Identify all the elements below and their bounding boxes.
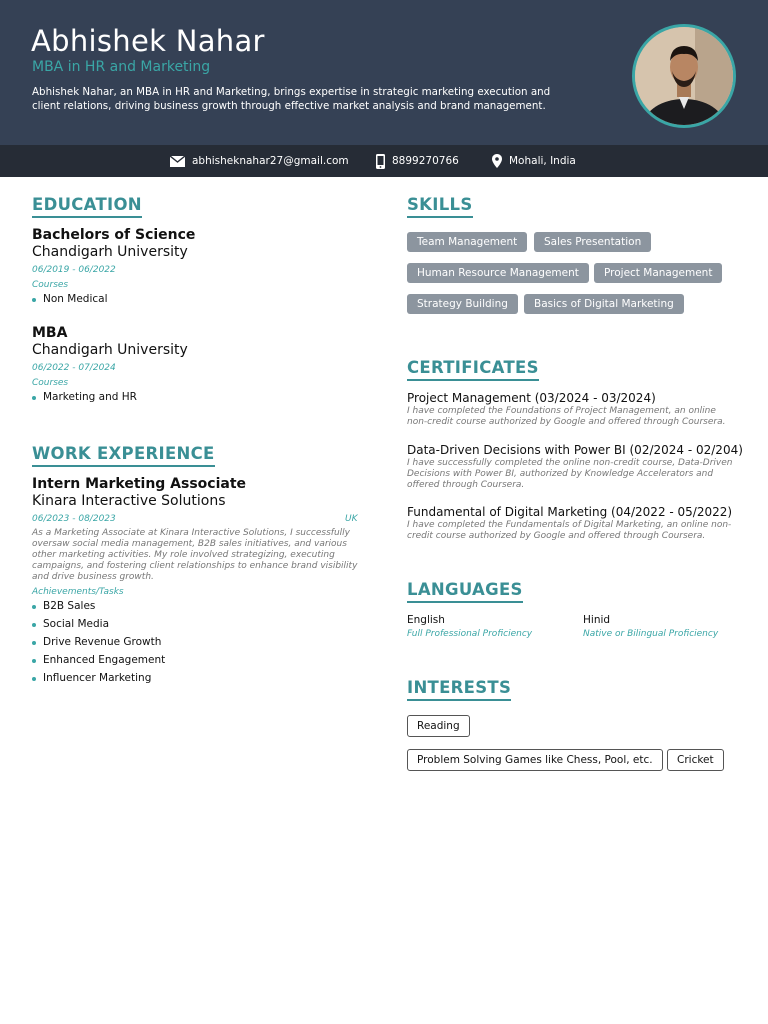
task-item: Influencer Marketing xyxy=(32,672,151,684)
skill-tag: Team Management xyxy=(407,232,527,252)
task-item: Drive Revenue Growth xyxy=(32,636,161,648)
job-company: Kinara Interactive Solutions xyxy=(32,493,226,509)
certificate-name: Project Management (03/2024 - 03/2024) xyxy=(407,391,656,405)
education-heading: EDUCATION xyxy=(32,195,142,218)
tasks-label: Achievements/Tasks xyxy=(32,587,124,597)
language-level: Full Professional Proficiency xyxy=(407,629,533,639)
education-dates: 06/2019 - 06/2022 xyxy=(32,265,116,275)
education-school: Chandigarh University xyxy=(32,342,188,358)
skill-tag: Strategy Building xyxy=(407,294,518,314)
phone-text: 8899270766 xyxy=(392,155,459,167)
work-experience-heading: WORK EXPERIENCE xyxy=(32,444,215,467)
language-name: English xyxy=(407,614,445,626)
header xyxy=(0,0,768,145)
job-position: Intern Marketing Associate xyxy=(32,476,247,492)
profile-summary: Abhishek Nahar, an MBA in HR and Marketing, brings expertise in strategic marketing execution and client relations, driving business growth through effective market analysis and brand management. xyxy=(32,86,551,112)
skill-tag: Human Resource Management xyxy=(407,263,589,283)
interest-tag: Reading xyxy=(407,715,470,737)
task-item: Social Media xyxy=(32,618,109,630)
courses-label: Courses xyxy=(32,378,69,388)
education-school: Chandigarh University xyxy=(32,244,188,260)
skill-tag: Basics of Digital Marketing xyxy=(524,294,684,314)
phone-icon xyxy=(376,154,385,169)
education-degree: MBA xyxy=(32,325,68,341)
job-description: As a Marketing Associate at Kinara Interactive Solutions, I successfully oversaw social media management, B2B sales initiatives, and various other marketing activities. My role involved strategizing, executing campaigns, and fostering client relationships to enhance brand visibility and drive business growth. xyxy=(32,528,358,582)
interest-tag: Problem Solving Games like Chess, Pool, etc. xyxy=(407,749,663,771)
certificate-description: I have completed the Foundations of Project Management, an online non-credit course authorized by Google and offered through Coursera. xyxy=(407,406,726,427)
certificate-name: Fundamental of Digital Marketing (04/2022 - 05/2022) xyxy=(407,505,733,519)
job-dates: 06/2023 - 08/2023 xyxy=(32,514,116,524)
job-location: UK xyxy=(345,514,358,524)
envelope-icon xyxy=(170,156,185,167)
skill-tag: Sales Presentation xyxy=(534,232,651,252)
task-item: B2B Sales xyxy=(32,600,95,612)
course-item: Non Medical xyxy=(32,293,108,305)
contact-phone[interactable] xyxy=(376,145,459,177)
task-item: Enhanced Engagement xyxy=(32,654,165,666)
skills-heading: SKILLS xyxy=(407,195,473,218)
certificate-description: I have completed the Fundamentals of Digital Marketing, an online non-credit course authorized by Google and offered through Coursera. xyxy=(407,520,732,541)
interest-tag: Cricket xyxy=(667,749,724,771)
languages-heading: LANGUAGES xyxy=(407,580,523,603)
profile-photo xyxy=(632,24,736,128)
candidate-name: Abhishek Nahar xyxy=(31,24,265,58)
certificate-name: Data-Driven Decisions with Power BI (02/2024 - 02/204) xyxy=(407,443,743,457)
location-pin-icon xyxy=(492,154,502,168)
language-name: Hinid xyxy=(583,614,611,626)
contact-location xyxy=(492,145,576,177)
language-level: Native or Bilingual Proficiency xyxy=(583,629,719,639)
location-text: Mohali, India xyxy=(509,155,576,167)
skill-tag: Project Management xyxy=(594,263,722,283)
contact-bar xyxy=(0,145,768,177)
courses-label: Courses xyxy=(32,280,69,290)
certificates-heading: CERTIFICATES xyxy=(407,358,539,381)
course-item: Marketing and HR xyxy=(32,391,137,403)
education-degree: Bachelors of Science xyxy=(32,227,196,243)
education-dates: 06/2022 - 07/2024 xyxy=(32,363,116,373)
candidate-role: MBA in HR and Marketing xyxy=(32,59,211,75)
email-text: abhisheknahar27@gmail.com xyxy=(192,155,349,167)
contact-email[interactable] xyxy=(170,145,349,177)
certificate-description: I have successfully completed the online non-credit course, Data-Driven Decisions with Power BI, authorized by Knowledge Accelerators and offered through Coursera. xyxy=(407,458,733,490)
interests-heading: INTERESTS xyxy=(407,678,511,701)
